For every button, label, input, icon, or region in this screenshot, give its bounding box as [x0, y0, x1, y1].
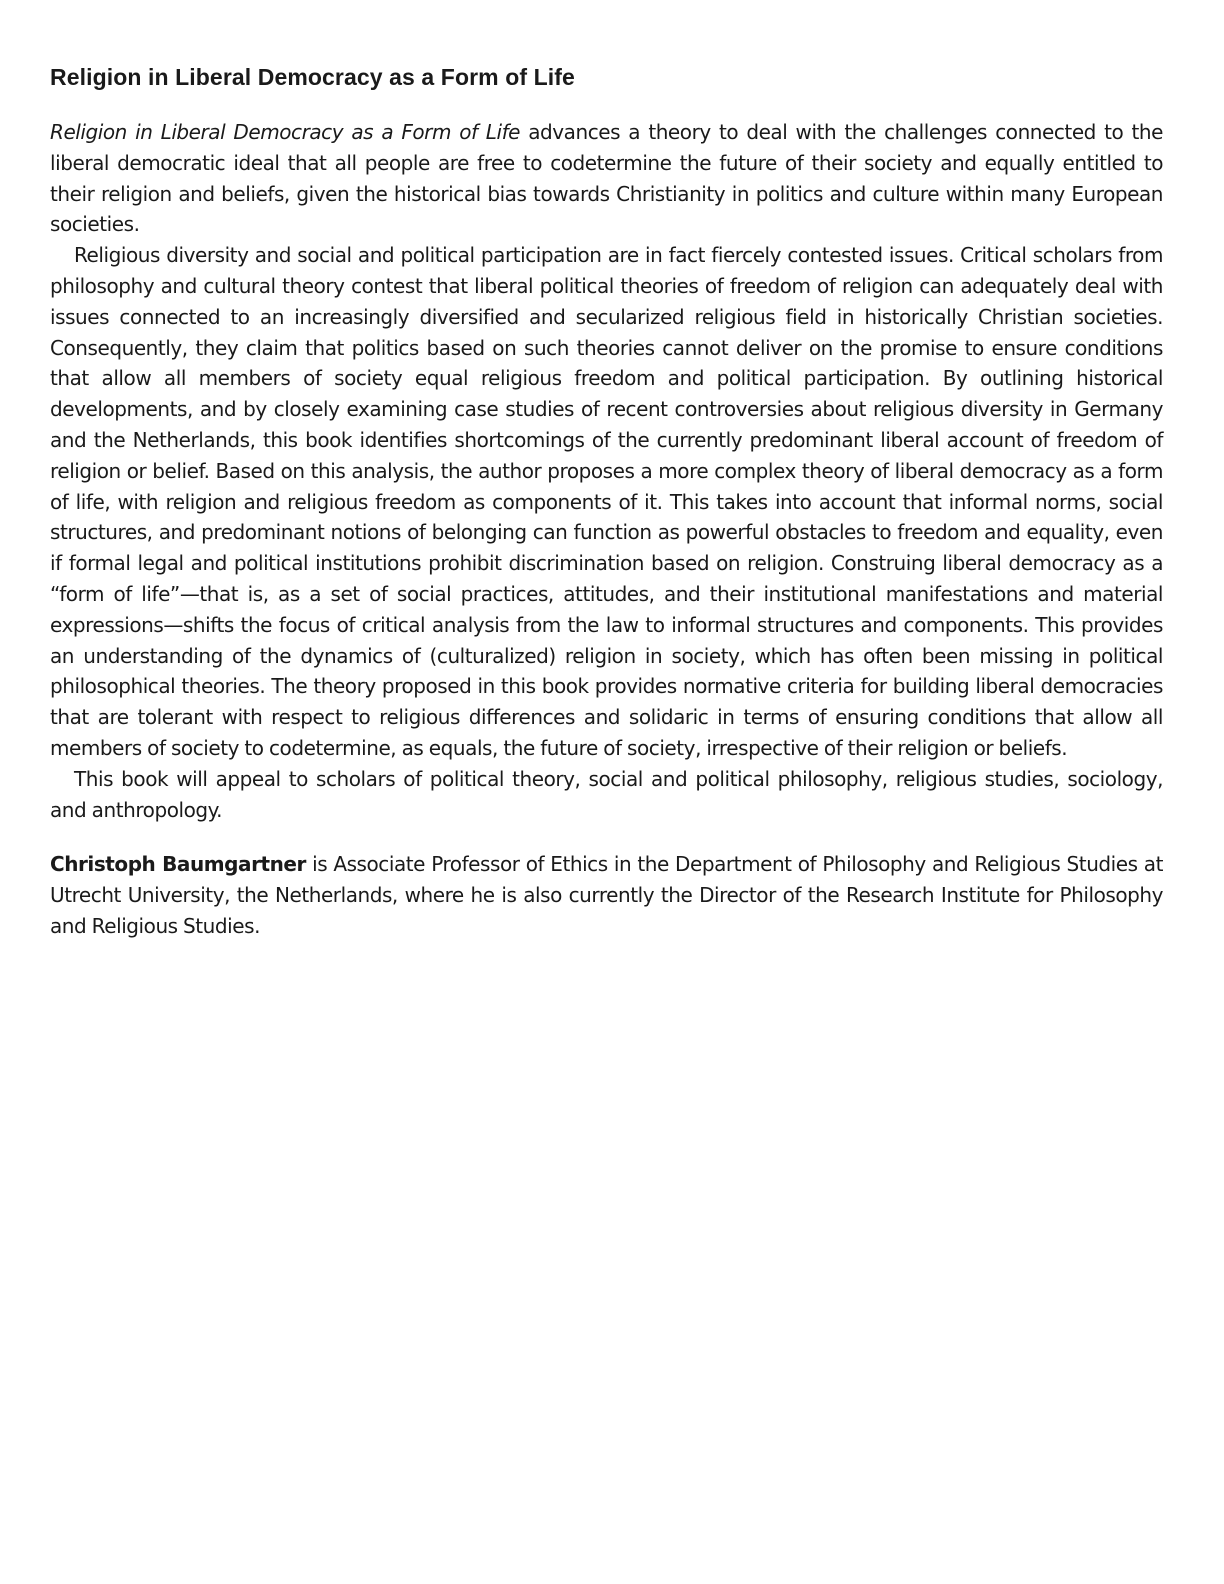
document-page [50, 62, 1163, 942]
author-bio [50, 849, 1163, 941]
author-bio-text: is Associate Professor of Ethics in the Department of Philosophy and Religious Studies at Utrecht University, the Netherlands, where he is also currently the Director of the Research Institute for Philosophy and Religious Studies. [50, 852, 1163, 938]
book-title-italic: Religion in Liberal Democracy as a Form of Life [50, 120, 521, 144]
author-name: Christoph Baumgartner [50, 852, 306, 877]
book-title: Religion in Liberal Democracy as a Form of Life [50, 64, 575, 90]
description-paragraph-2: Religious diversity and social and political participation are in fact fiercely contested issues. Critical scholars from philosophy and cultural theory contest that liberal political theories of freedom of religion can adequately deal with issues connected to an increasingly diversified and secularized religious field in historically Christian societies. Consequently, they claim that politics based on such theories cannot deliver on the promise to ensure conditions that allow all members of society equal religious freedom and political participation. By outlining historical developments, and by closely examining case studies of recent controversies about religious diversity in Germany and the Netherlands, this book identifies shortcomings of the currently predominant liberal account of freedom of religion or belief. Based on this analysis, the author proposes a more complex theory of liberal democracy as a form of life, with religion and religious freedom as components of it. This takes into account that informal norms, social structures, and predominant notions of belonging can function as powerful obstacles to freedom and equality, even if formal legal and political institutions prohibit discrimination based on religion. Construing liberal democracy as a “form of life”—that is, as a set of social practices, attitudes, and their institutional manifestations and material expressions—shifts the focus of critical analysis from the law to informal structures and components. This provides an understanding of the dynamics of (culturalized) religion in society, which has often been missing in political philosophical theories. The theory proposed in this book provides normative criteria for building liberal democracies that are tolerant with respect to religious differences and solidaric in terms of ensuring conditions that allow all members of society to codetermine, as equals, the future of society, irrespective of their religion or beliefs. [50, 243, 1163, 760]
description-paragraph-3: This book will appeal to scholars of political theory, social and political philosophy, religious studies, sociology, and anthropology. [50, 766, 1163, 822]
description-paragraph-1-text: advances a theory to deal with the challenges connected to the liberal democratic ideal that all people are free to codetermine the future of their society and equally entitled to their religion and beliefs, given the historical bias towards Christianity in politics and culture within many European societies. [50, 120, 1163, 237]
description-paragraph-1 [50, 117, 1163, 240]
